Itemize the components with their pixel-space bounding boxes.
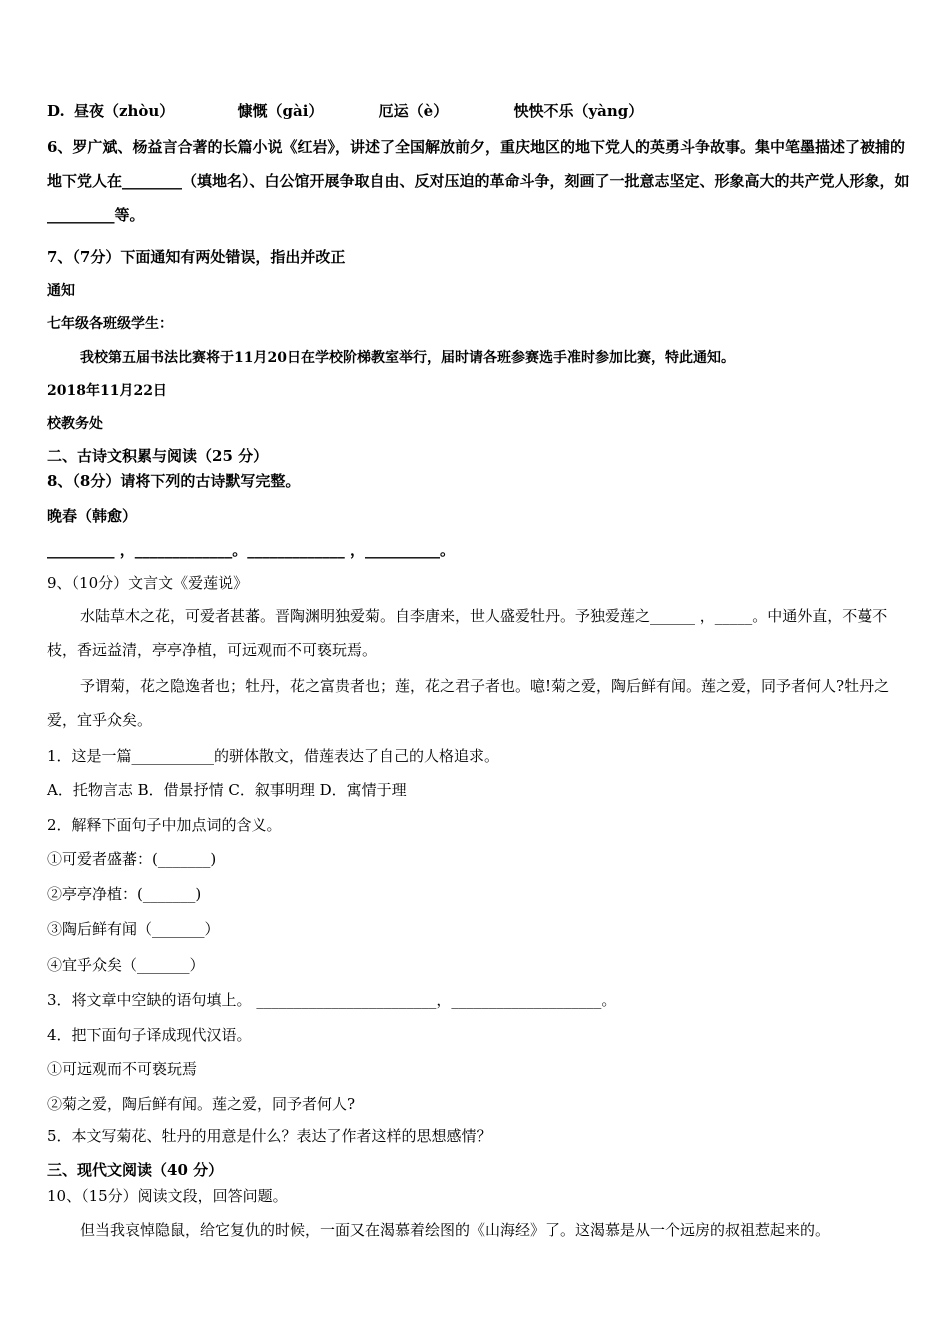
subquestion-4-item-1: ①可远观而不可亵玩焉 xyxy=(47,1060,198,1078)
option-d-item-2: 慷慨（gài） xyxy=(237,102,324,120)
question-9-title: 9、（10分）文言文《爱莲说》 xyxy=(47,574,249,592)
notice-addressee: 七年级各班级学生： xyxy=(47,316,173,332)
subquestion-2-item-1: ①可爱者盛蕃：(_______) xyxy=(47,850,217,868)
question-7-title: 7、（7分）下面通知有两处错误，指出并改正 xyxy=(47,248,346,266)
option-d-item-1: 昼夜（zhòu） xyxy=(73,102,175,120)
poem-title: 晚春（韩愈） xyxy=(47,507,138,525)
section-3-heading: 三、现代文阅读（40 分） xyxy=(47,1161,224,1179)
question-8-title: 8、（8分）请将下列的古诗默写完整。 xyxy=(47,472,301,490)
subquestion-2: 2．解释下面句子中加点词的含义。 xyxy=(47,816,282,834)
notice-date: 2018年11月22日 xyxy=(47,383,167,399)
option-d-item-4: 怏怏不乐（yàng） xyxy=(513,102,644,120)
subquestion-4: 4．把下面句子译成现代汉语。 xyxy=(47,1026,252,1044)
section-2-heading: 二、古诗文积累与阅读（25 分） xyxy=(47,447,269,465)
poem-blanks: _________ ，_____________。_____________ ，__________。 xyxy=(47,541,455,559)
notice-title: 通知 xyxy=(47,283,75,299)
subquestion-5: 5．本文写菊花、牡丹的用意是什么？表达了作者这样的思想感情？ xyxy=(47,1127,492,1145)
option-d-item-3: 厄运（è） xyxy=(378,102,449,120)
notice-body: 我校第五届书法比赛将于11月20日在学校阶梯教室举行，届时请各班参赛选手准时参加比赛，特此通知。 xyxy=(80,350,735,366)
subquestion-2-item-4: ④宜乎众矣（_______） xyxy=(47,956,205,974)
subquestion-3: 3．将文章中空缺的语句填上。 ________________________，____________________。 xyxy=(47,991,617,1009)
question-10-paragraph: 但当我哀悼隐鼠，给它复仇的时候，一面又在渴慕着绘图的《山海经》了。这渴慕是从一个远房的叔祖惹起来的。 xyxy=(80,1221,831,1239)
notice-signer: 校教务处 xyxy=(47,416,103,432)
subquestion-1-options: A．托物言志 B．借景抒情 C．叙事明理 D．寓情于理 xyxy=(47,781,407,799)
subquestion-1: 1．这是一篇___________的骈体散文，借莲表达了自己的人格追求。 xyxy=(47,747,500,765)
passage-paragraph-1: 水陆草木之花，可爱者甚蕃。晋陶渊明独爱菊。自李唐来，世人盛爱牡丹。予独爱莲之______ ，_____。中通外直，不蔓不枝，香远益清，亭亭净植，可远观而不可亵玩焉。 xyxy=(47,607,888,659)
q5-option-d xyxy=(47,100,643,122)
subquestion-2-item-3: ③陶后鲜有闻（_______） xyxy=(47,920,220,938)
subquestion-2-item-2: ②亭亭净植：(_______) xyxy=(47,885,202,903)
question-10-title: 10、（15分）阅读文段，回答问题。 xyxy=(47,1187,288,1205)
question-6: 6、罗广斌、杨益言合著的长篇小说《红岩》，讲述了全国解放前夕，重庆地区的地下党人的英勇斗争故事。集中笔墨描述了被捕的地下党人在________（填地名）、白公馆开展争取自由、反对压迫的革命斗争，刻画了一批意志坚定、形象高大的共产党人形象，如_________等。 xyxy=(47,138,910,224)
subquestion-4-item-2: ②菊之爱，陶后鲜有闻。莲之爱，同予者何人? xyxy=(47,1095,356,1113)
passage-paragraph-2: 予谓菊，花之隐逸者也；牡丹，花之富贵者也；莲，花之君子者也。噫!菊之爱，陶后鲜有闻。莲之爱，同予者何人?牡丹之爱，宜乎众矣。 xyxy=(47,677,890,729)
option-label: D. xyxy=(47,102,65,120)
